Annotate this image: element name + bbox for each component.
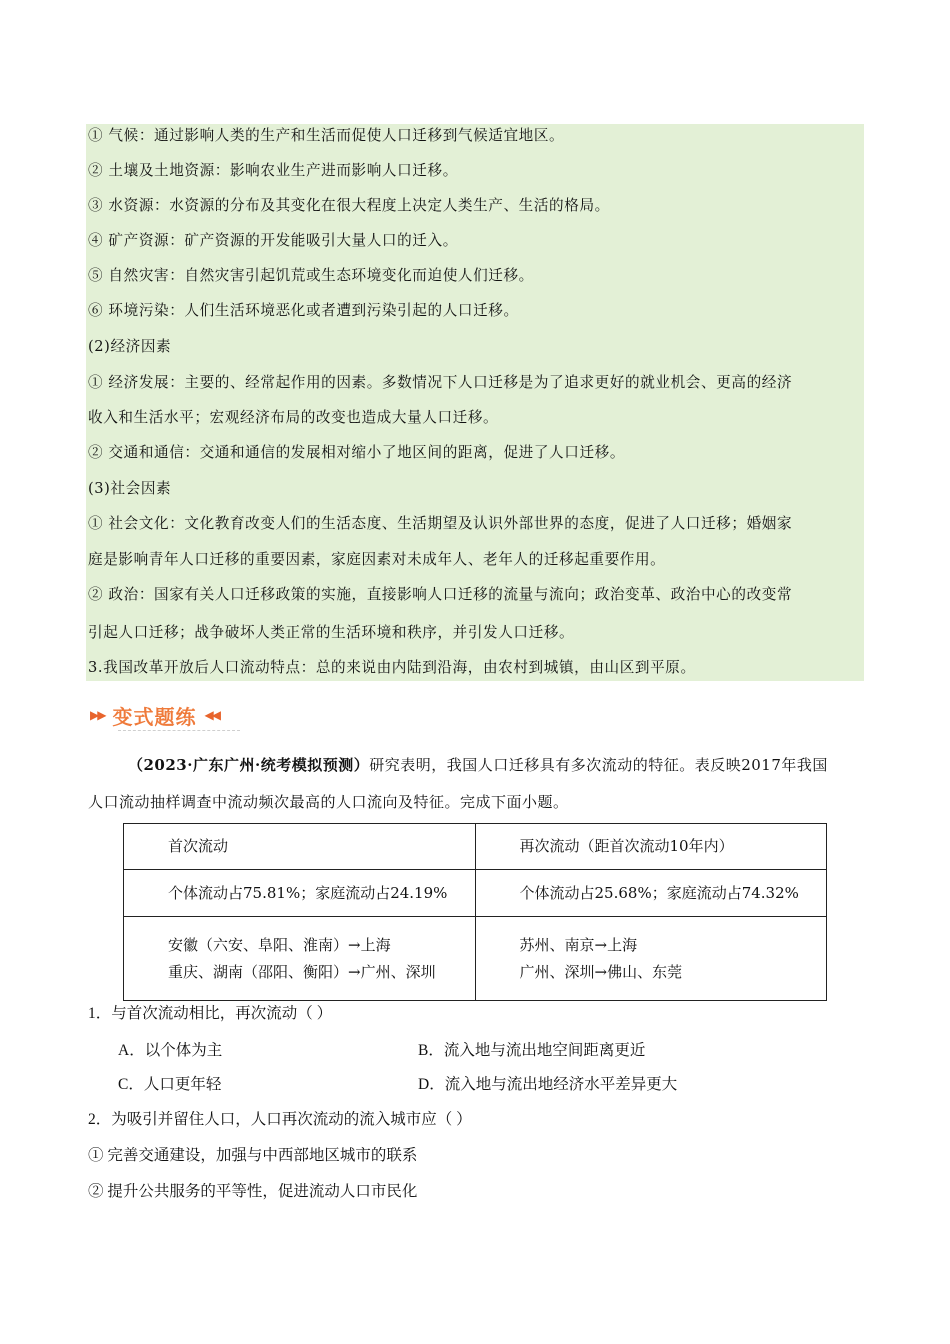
table-row: [124, 824, 827, 870]
knowledge-line: ④ 矿产资源：矿产资源的开发能吸引大量人口的迁入。: [88, 232, 458, 249]
knowledge-line: ① 气候：通过影响人类的生产和生活而促使人口迁移到气候适宜地区。: [88, 127, 565, 144]
knowledge-line: ② 交通和通信：交通和通信的发展相对缩小了地区间的距离，促进了人口迁移。: [88, 444, 626, 461]
intro-line-2: 人口流动抽样调查中流动频次最高的人口流向及特征。完成下面小题。: [88, 793, 569, 811]
section-title: 变式题练: [112, 704, 197, 729]
flow-route: 广州、深圳→佛山、东莞: [519, 962, 683, 981]
knowledge-line: ① 经济发展：主要的、经常起作用的因素。多数情况下人口迁移是为了追求更好的就业机会、更高的经济: [88, 374, 793, 391]
intro-text: 研究表明，我国人口迁移具有多次流动的特征。表反映2017年我国: [369, 756, 828, 774]
double-arrow-left-icon: ◀◀: [204, 708, 219, 722]
table-row: [124, 870, 827, 917]
question-source: （2023·广东广州·统考模拟预测）: [128, 756, 370, 774]
knowledge-line: 庭是影响青年人口迁移的重要因素，家庭因素对未成年人、老年人的迁移起重要作用。: [88, 551, 666, 568]
table-row: [124, 917, 827, 1001]
knowledge-line: ⑥ 环境污染：人们生活环境恶化或者遭到污染引起的人口迁移。: [88, 302, 519, 319]
question-2-statement-1: ① 完善交通建设，加强与中西部地区城市的联系: [88, 1147, 418, 1164]
knowledge-line: ⑤ 自然灾害：自然灾害引起饥荒或生态环境变化而迫使人们迁移。: [88, 267, 534, 284]
question-1-stem: 1．与首次流动相比，再次流动（ ）: [88, 1005, 333, 1022]
flow-route: 安徽（六安、阜阳、淮南）→上海: [168, 935, 391, 954]
table-cell: [124, 917, 476, 1001]
migration-table: [123, 823, 827, 1001]
question-2-statement-2: ② 提升公共服务的平等性，促进流动人口市民化: [88, 1183, 418, 1200]
table-header-cell: 再次流动（距首次流动10年内）: [475, 824, 827, 870]
section-underline: [118, 730, 240, 731]
table-header-cell: 首次流动: [124, 824, 476, 870]
intro-line-1: [128, 755, 828, 775]
question-1-option-d[interactable]: D．流入地与流出地经济水平差异更大: [418, 1076, 678, 1093]
question-1-option-a[interactable]: A．以个体为主: [118, 1042, 223, 1059]
knowledge-line: 引起人口迁移；战争破坏人类正常的生活环境和秩序，并引发人口迁移。: [88, 624, 575, 641]
section-header: [90, 700, 219, 730]
knowledge-line: 3.我国改革开放后人口流动特点：总的来说由内陆到沿海，由农村到城镇，由山区到平原。: [88, 659, 696, 676]
knowledge-line: ② 政治：国家有关人口迁移政策的实施，直接影响人口迁移的流量与流向；政治变革、政治中心的改变常: [88, 586, 793, 603]
flow-route: 苏州、南京→上海: [519, 935, 638, 954]
table-cell: 个体流动占25.68%；家庭流动占74.32%: [475, 870, 827, 917]
knowledge-line: 收入和生活水平；宏观经济布局的改变也造成大量人口迁移。: [88, 409, 499, 426]
double-arrow-right-icon: ▶▶: [90, 708, 105, 722]
question-1-option-b[interactable]: B．流入地与流出地空间距离更近: [418, 1042, 646, 1059]
knowledge-subheading: (3)社会因素: [88, 480, 172, 497]
question-1-option-c[interactable]: C．人口更年轻: [118, 1076, 222, 1093]
table-cell: 个体流动占75.81%；家庭流动占24.19%: [124, 870, 476, 917]
knowledge-line: ② 土壤及土地资源：影响农业生产进而影响人口迁移。: [88, 162, 458, 179]
knowledge-line: ③ 水资源：水资源的分布及其变化在很大程度上决定人类生产、生活的格局。: [88, 197, 610, 214]
flow-route: 重庆、湖南（邵阳、衡阳）→广州、深圳: [168, 962, 436, 981]
question-2-stem: 2．为吸引并留住人口，人口再次流动的流入城市应（ ）: [88, 1111, 472, 1128]
knowledge-line: ① 社会文化：文化教育改变人们的生活态度、生活期望及认识外部世界的态度，促进了人口迁移；婚姻家: [88, 515, 793, 532]
table-cell: [475, 917, 827, 1001]
knowledge-subheading: (2)经济因素: [88, 338, 172, 355]
